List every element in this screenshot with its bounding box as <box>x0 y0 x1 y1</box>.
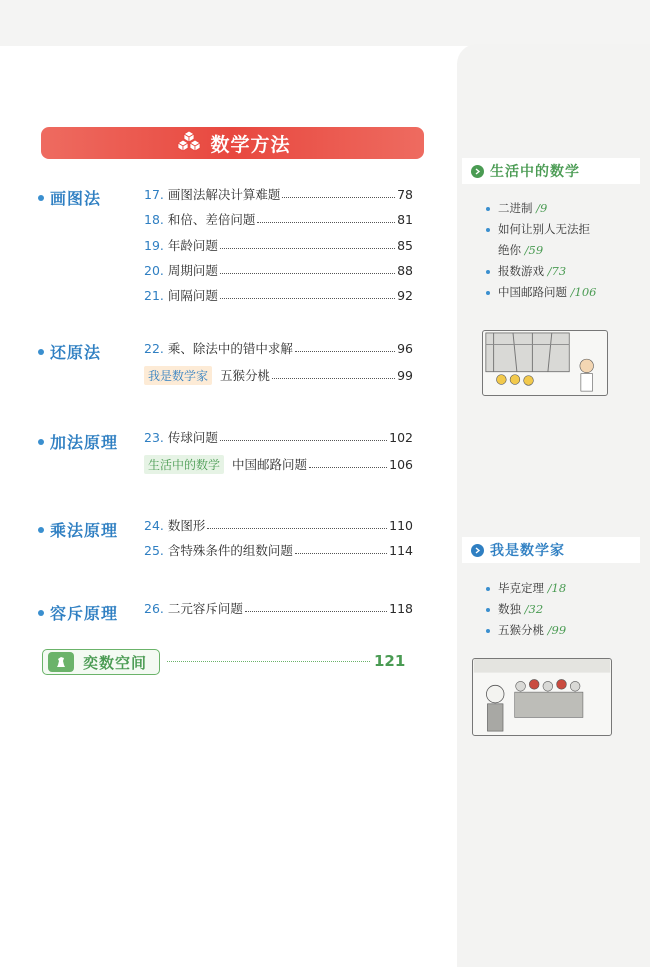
section-title: 加法原理 <box>50 433 119 452</box>
toc-entry[interactable] <box>144 540 413 560</box>
arrow-right-icon <box>471 165 484 178</box>
entry-page: 110 <box>389 517 413 533</box>
section-banner <box>41 127 424 159</box>
sidebar-item[interactable] <box>484 599 566 620</box>
page-title: 数学方法 <box>210 133 291 156</box>
entry-title: 和倍、差倍问题 <box>167 212 256 227</box>
section-heading <box>38 518 118 541</box>
entry-page: 106 <box>389 456 413 472</box>
sidebar-title: 我是数学家 <box>490 543 565 559</box>
entry-page: 114 <box>389 542 413 558</box>
entry-page: 118 <box>389 600 413 616</box>
entry-number: 17. <box>144 186 164 202</box>
sidebar-heading-life-math <box>462 158 640 184</box>
entry-page: 92 <box>397 287 413 303</box>
entry-title: 传球问题 <box>167 430 218 445</box>
sidebar-item-page: /99 <box>547 623 567 637</box>
entry-title: 间隔问题 <box>167 288 218 303</box>
sidebar-item-title: 二进制 <box>498 201 533 215</box>
sidebar-item-title: 五猴分桃 <box>498 623 544 637</box>
bullet-dot-icon <box>38 527 44 533</box>
railway-station-illustration <box>482 330 608 396</box>
section-title: 容斥原理 <box>50 604 119 623</box>
toc-entry[interactable] <box>144 427 413 447</box>
yishu-space-badge[interactable] <box>42 649 160 675</box>
sidebar-item-page: /9 <box>536 201 548 215</box>
toc-entry[interactable] <box>144 285 413 305</box>
entry-title: 乘、除法中的错中求解 <box>167 341 293 356</box>
sidebar-list-mathematician <box>484 578 566 641</box>
sidebar-item-page: /18 <box>547 581 567 595</box>
sidebar-item[interactable] <box>484 261 596 282</box>
toc-entry[interactable] <box>144 338 413 358</box>
entry-title: 中国邮路问题 <box>232 457 308 472</box>
leader-dots <box>257 222 395 223</box>
leader-dots <box>167 661 370 662</box>
section-title: 画图法 <box>50 189 102 208</box>
entry-page: 99 <box>397 367 413 383</box>
sidebar-heading-mathematician <box>462 537 640 563</box>
sidebar-item-title: 报数游戏 <box>498 264 544 278</box>
leader-dots <box>272 378 395 379</box>
sidebar-item-page: /32 <box>524 602 544 616</box>
entry-number: 22. <box>144 340 164 356</box>
section-heading <box>38 601 118 624</box>
sidebar-item-title: 数独 <box>498 602 521 616</box>
toc-entry[interactable] <box>144 598 413 618</box>
entry-title: 含特殊条件的组数问题 <box>167 543 293 558</box>
sidebar-item-page: /73 <box>547 264 567 278</box>
toc-entry[interactable] <box>144 209 413 229</box>
leader-dots <box>295 351 395 352</box>
leader-dots <box>282 197 395 198</box>
entry-number: 20. <box>144 262 164 278</box>
sidebar-item[interactable] <box>484 620 566 641</box>
bullet-dot-icon <box>38 610 44 616</box>
sidebar-item-title: 中国邮路问题 <box>498 285 567 299</box>
toc-entry[interactable] <box>144 365 413 385</box>
toc-entry[interactable] <box>144 260 413 280</box>
entry-page: 85 <box>397 237 413 253</box>
entry-number: 19. <box>144 237 164 253</box>
entry-title: 数图形 <box>167 518 206 533</box>
toc-entry[interactable] <box>144 184 413 204</box>
entry-number: 26. <box>144 600 164 616</box>
sidebar-item[interactable] <box>484 282 596 303</box>
leader-dots <box>295 553 387 554</box>
sidebar-item[interactable] <box>484 198 596 219</box>
entry-page: 81 <box>397 211 413 227</box>
chess-piece-icon <box>48 652 74 672</box>
arrow-right-icon <box>471 544 484 557</box>
toc-entry[interactable] <box>144 454 413 474</box>
entry-title: 二元容斥问题 <box>167 601 243 616</box>
sidebar-item-page: /59 <box>524 243 544 257</box>
yishu-space-page: 121 <box>374 652 406 670</box>
entry-title: 周期问题 <box>167 263 218 278</box>
leader-dots <box>309 467 387 468</box>
entry-page: 102 <box>389 429 413 445</box>
leader-dots <box>220 248 395 249</box>
entry-title: 年龄问题 <box>167 238 218 253</box>
toc-entry[interactable] <box>144 515 413 535</box>
section-heading <box>38 430 118 453</box>
entry-title: 五猴分桃 <box>220 368 271 383</box>
entry-page: 88 <box>397 262 413 278</box>
yishu-space-title: 奕数空间 <box>83 653 148 672</box>
section-title: 乘法原理 <box>50 521 119 540</box>
bullet-dot-icon <box>38 349 44 355</box>
section-title: 还原法 <box>50 343 102 362</box>
sidebar-item[interactable] <box>484 219 596 261</box>
entry-number: 25. <box>144 542 164 558</box>
toc-entry[interactable] <box>144 235 413 255</box>
entry-number: 18. <box>144 211 164 227</box>
leader-dots <box>207 528 387 529</box>
sidebar-item-title: 毕克定理 <box>498 581 544 595</box>
entry-tag: 生活中的数学 <box>144 455 224 474</box>
entry-page: 78 <box>397 186 413 202</box>
bullet-dot-icon <box>38 439 44 445</box>
entry-tag: 我是数学家 <box>144 366 212 385</box>
cubes-icon <box>174 130 204 156</box>
sidebar-item[interactable] <box>484 578 566 599</box>
top-band <box>0 0 650 46</box>
sidebar-item-page: /106 <box>570 285 597 299</box>
leader-dots <box>220 440 387 441</box>
sidebar-item-title-cont: 绝你 <box>498 243 521 257</box>
entry-number: 21. <box>144 287 164 303</box>
mathematician-crowd-illustration <box>472 658 612 736</box>
section-heading <box>38 186 101 209</box>
bullet-dot-icon <box>38 195 44 201</box>
sidebar-title: 生活中的数学 <box>490 164 580 180</box>
leader-dots <box>245 611 387 612</box>
entry-page: 96 <box>397 340 413 356</box>
leader-dots <box>220 298 395 299</box>
entry-number: 24. <box>144 517 164 533</box>
leader-dots <box>220 273 395 274</box>
sidebar-list-life-math <box>484 198 596 303</box>
section-heading <box>38 340 101 363</box>
entry-title: 画图法解决计算难题 <box>167 187 281 202</box>
sidebar-item-title: 如何让别人无法拒 <box>498 222 590 236</box>
entry-number: 23. <box>144 429 164 445</box>
